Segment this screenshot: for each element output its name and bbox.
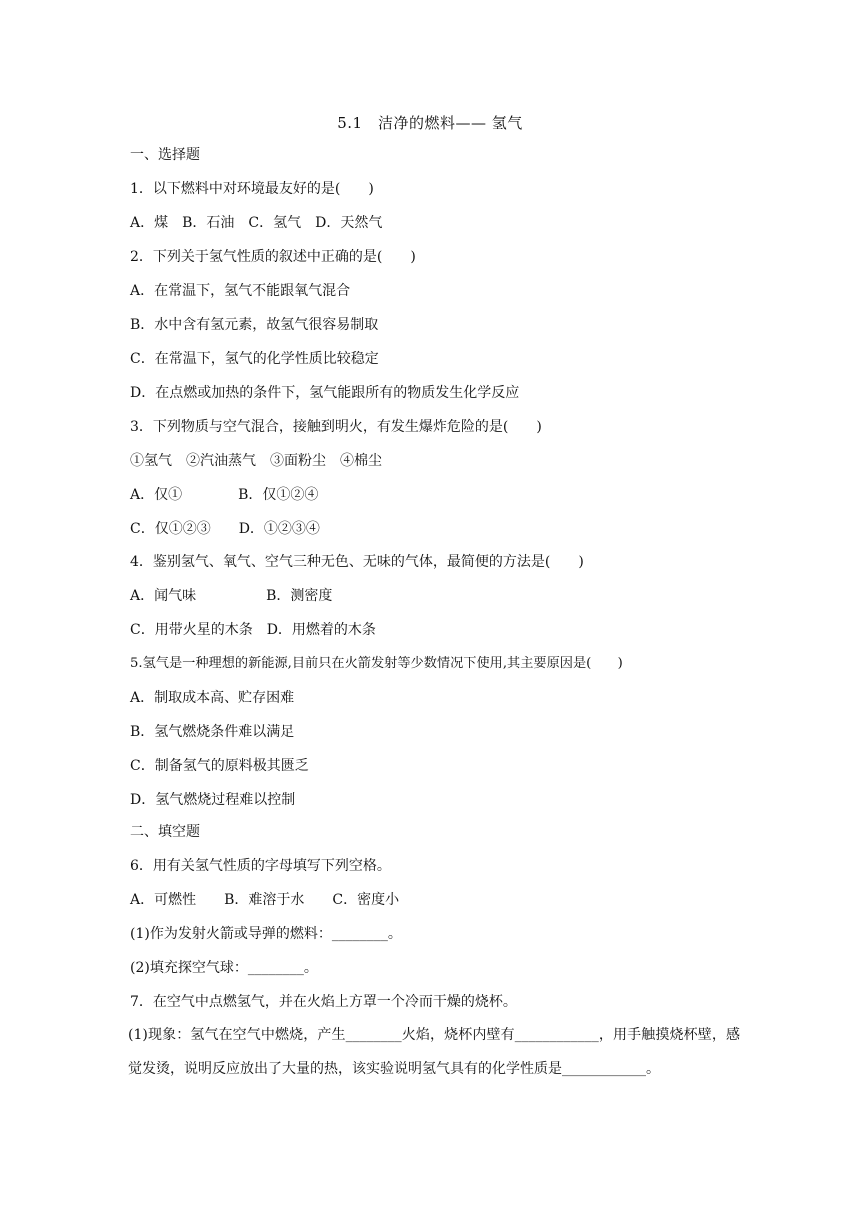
question-6-options: A．可燃性 B．难溶于水 C．密度小	[130, 892, 400, 908]
question-6-part-2: (2)填充探空气球：________。	[130, 960, 318, 976]
question-5-option-d: D．氢气燃烧过程难以控制	[130, 792, 296, 808]
section-heading-choice: 一、选择题	[130, 147, 200, 163]
question-2-option-a: A．在常温下，氢气不能跟氧气混合	[130, 283, 351, 299]
question-3-options-cd: C．仅①②③ D．①②③④	[130, 521, 320, 537]
question-7: 7．在空气中点燃氢气，并在火焰上方罩一个冷而干燥的烧杯。	[130, 994, 517, 1010]
question-5: 5.氢气是一种理想的新能源,目前只在火箭发射等少数情况下使用,其主要原因是( )	[130, 656, 623, 671]
page-title: 5.1 洁净的燃料—— 氢气	[337, 114, 523, 132]
question-3-options-ab: A．仅① B．仅①②④	[130, 487, 319, 503]
question-5-option-a: A．制取成本高、贮存困难	[130, 690, 295, 706]
question-4: 4．鉴别氢气、氧气、空气三种无色、无味的气体，最简便的方法是( )	[130, 554, 584, 570]
question-4-options-cd: C．用带火星的木条 D．用燃着的木条	[130, 622, 376, 638]
question-2-option-b: B．水中含有氢元素，故氢气很容易制取	[130, 317, 379, 333]
question-2-option-c: C．在常温下，氢气的化学性质比较稳定	[130, 351, 379, 367]
question-3-items: ①氢气 ②汽油蒸气 ③面粉尘 ④棉尘	[130, 453, 382, 469]
question-2-option-d: D．在点燃或加热的条件下，氢气能跟所有的物质发生化学反应	[130, 385, 520, 401]
question-5-option-c: C．制备氢气的原料极其匮乏	[130, 758, 309, 774]
question-6-part-1: (1)作为发射火箭或导弹的燃料：________。	[130, 926, 402, 942]
question-1: 1．以下燃料中对环境最友好的是( )	[130, 181, 374, 197]
question-4-options-ab: A．闻气味 B．测密度	[130, 588, 333, 604]
question-2: 2．下列关于氢气性质的叙述中正确的是( )	[130, 249, 416, 265]
section-heading-fill: 二、填空题	[130, 824, 200, 840]
question-7-part-1: (1)现象：氢气在空气中燃烧，产生________火焰，烧杯内壁有____________，用手触摸烧杯壁，感觉发烫，说明反应放出了大量的热，该实验说明氢气具有的化学性质是____________。	[128, 1027, 740, 1077]
question-6: 6．用有关氢气性质的字母填写下列空格。	[130, 858, 391, 874]
question-1-options: A．煤 B．石油 C．氢气 D．天然气	[130, 215, 383, 231]
question-3: 3．下列物质与空气混合，接触到明火，有发生爆炸危险的是( )	[130, 419, 542, 435]
question-5-option-b: B．氢气燃烧条件难以满足	[130, 724, 295, 740]
